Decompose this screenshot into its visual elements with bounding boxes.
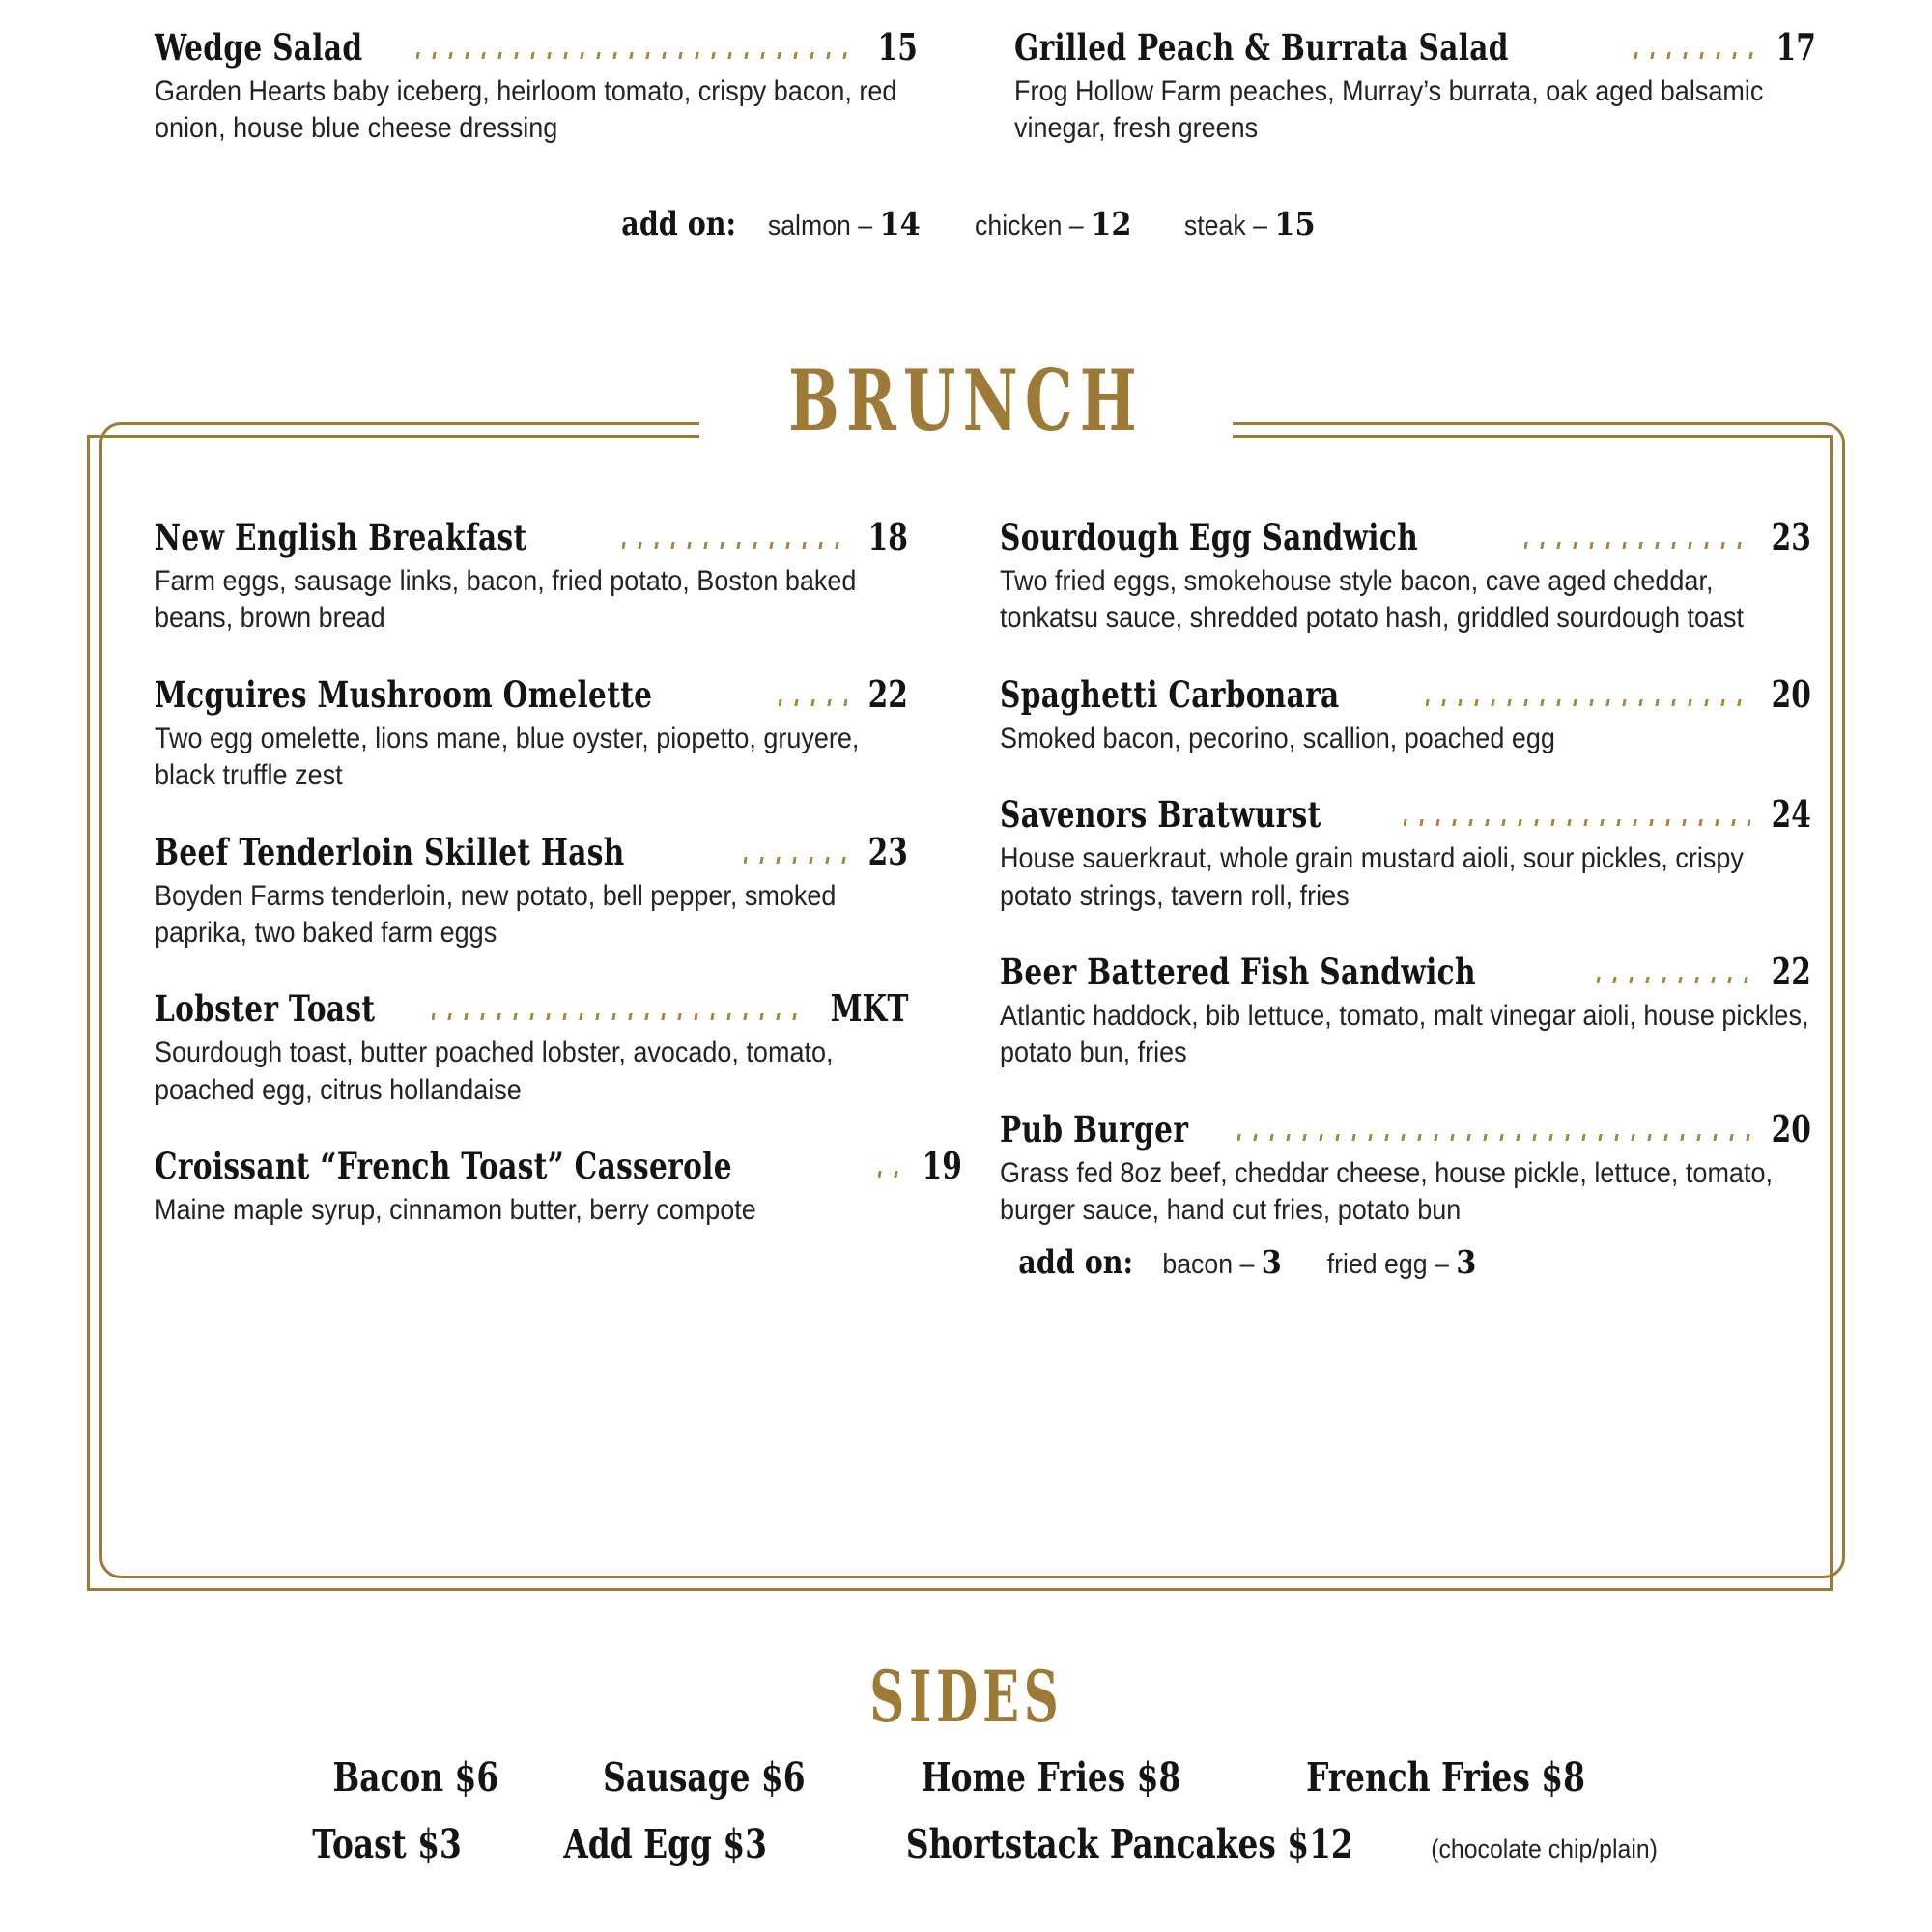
menu-item-name: Wedge Salad [155,26,363,69]
sides-title-text: SIDES [868,1656,1064,1740]
dot-leader [416,52,857,60]
add-on-option-name: bacon – [1162,1248,1255,1280]
menu-item-price: 23 [1771,515,1811,558]
menu-item-header [1014,25,1816,69]
add-on-option [975,205,1131,242]
menu-item-description: Two egg omelette, lions mane, blue oyster, piopetto, gruyere, black truffle zest [155,722,860,792]
dot-leader [1237,1134,1750,1142]
menu-item [155,829,908,952]
menu-item-price: 22 [1771,949,1811,993]
menu-item-name: Mcguires Mushroom Omelette [155,672,653,716]
dot-leader [744,857,847,865]
menu-item-description: Atlantic haddock, bib lettuce, tomato, malt vinegar aioli, house pickles, potato bun, fries [1000,999,1809,1069]
menu-item-header [155,1144,963,1188]
dot-leader [432,1013,798,1021]
menu-item [155,25,918,148]
side-item: French Fries $8 [1305,1754,1585,1801]
menu-item-name: Savenors Bratwurst [1000,793,1321,837]
menu-item-description: Smoked bacon, pecorino, scallion, poached egg [1000,722,1555,754]
add-on-option [768,205,921,242]
sides-section [0,1656,1932,1867]
menu-item [155,671,908,795]
sides-row-2 [0,1821,1932,1867]
add-on-option-price: 3 [1262,1242,1283,1281]
dot-leader [622,542,847,550]
dot-leader [1404,819,1750,827]
menu-item-price: 20 [1771,1106,1811,1151]
menu-item-header [1000,515,1811,558]
dot-leader [1524,542,1750,550]
menu-item [1000,792,1811,915]
add-on-option-price: 15 [1274,205,1316,242]
menu-item-name: Grilled Peach & Burrata Salad [1014,26,1509,69]
add-on-option [1326,1243,1476,1281]
add-on-label: add on: [621,205,737,243]
menu-item-price: MKT [830,986,908,1031]
brunch-title-text: BRUNCH [788,352,1144,451]
menu-item-description: Maine maple syrup, cinnamon butter, berry compote [155,1194,756,1227]
dot-leader [1597,977,1750,984]
menu-item [1000,1106,1811,1282]
side-item: Shortstack Pancakes $12 [906,1821,1354,1867]
menu-item-description: House sauerkraut, whole grain mustard aioli, sour pickles, crispy potato strings, tavern roll, fries [1000,842,1744,912]
menu-item-header [155,829,908,873]
menu-item-name: Beer Battered Fish Sandwich [1000,950,1476,993]
add-on-option-price: 12 [1090,205,1131,242]
salad-add-on-row [0,205,1932,243]
add-on-option-name: fried egg – [1326,1248,1449,1280]
brunch-left-column [155,515,963,1268]
side-item: Bacon $6 [332,1754,499,1801]
add-on-option-price: 14 [879,205,921,242]
menu-item-name: New English Breakfast [155,516,527,558]
add-on-option [1163,1243,1282,1281]
menu-item-price: 15 [877,25,918,69]
brunch-section [87,352,1845,1591]
add-on-label: add on: [1018,1242,1134,1282]
side-item: Add Egg $3 [563,1821,767,1867]
add-on-option-name: chicken – [974,211,1084,242]
menu-item-header [155,986,908,1031]
menu-item-price: 20 [1771,671,1811,716]
menu-item-header [1000,1106,1811,1151]
menu-item-name: Sourdough Egg Sandwich [1000,516,1419,558]
dot-leader [1426,699,1750,707]
side-item: Sausage $6 [603,1754,806,1801]
side-item: Home Fries $8 [921,1754,1181,1801]
menu-item-header [1000,671,1811,716]
add-on-option-name: salmon – [767,211,872,242]
menu-item-description: Farm eggs, sausage links, bacon, fried potato, Boston baked beans, brown bread [155,565,857,635]
menu-item-price: 18 [867,515,908,558]
dot-leader [878,1171,901,1179]
side-item-note: (chocolate chip/plain) [1431,1834,1658,1863]
menu-item-name: Pub Burger [1000,1107,1189,1151]
brunch-section-title [699,352,1233,451]
salads-right-column [1014,25,1816,181]
menu-item-name: Croissant “French Toast” Casserole [155,1145,732,1188]
menu-item [155,515,908,638]
menu-item-header [155,25,918,69]
menu-item-name: Beef Tenderloin Skillet Hash [155,830,625,873]
menu-item-description: Garden Hearts baby iceberg, heirloom tomato, crispy bacon, red onion, house blue cheese dressing [155,75,897,145]
salads-left-column [155,25,918,181]
menu-item-name: Spaghetti Carbonara [1000,672,1340,716]
menu-item [1000,671,1811,757]
menu-item-name: Lobster Toast [155,987,376,1031]
side-item: Toast $3 [312,1821,462,1867]
menu-item-header [1000,949,1811,993]
dot-leader [1634,52,1755,60]
add-on-option [1184,205,1316,242]
menu-item-description: Two fried eggs, smokehouse style bacon, cave aged cheddar, tonkatsu sauce, shredded potato hash, griddled sourdough toast [1000,565,1745,635]
menu-item-description: Sourdough toast, butter poached lobster, avocado, tomato, poached egg, citrus hollandaise [155,1037,834,1106]
menu-item [155,986,908,1109]
menu-item-description: Boyden Farms tenderloin, new potato, bell pepper, smoked paprika, two baked farm eggs [155,879,837,949]
sides-row-1 [0,1754,1932,1801]
dot-leader [779,699,847,707]
menu-item-price: 24 [1771,792,1811,837]
menu-item-header [1000,792,1811,837]
sides-title-wrap [0,1656,1932,1740]
menu-item-price: 19 [922,1144,963,1188]
menu-item-header [155,515,908,558]
menu-item-price: 23 [867,829,908,873]
add-on-option-name: steak – [1183,211,1267,242]
menu-item [1000,949,1811,1072]
brunch-right-column [1000,515,1811,1321]
add-on-option-price: 3 [1455,1242,1476,1281]
menu-item [155,1144,963,1229]
menu-item-description: Grass fed 8oz beef, cheddar cheese, house pickle, lettuce, tomato, burger sauce, hand cut fries, potato bun [1000,1156,1773,1227]
menu-item-description: Frog Hollow Farm peaches, Murray’s burrata, oak aged balsamic vinegar, fresh greens [1014,75,1764,145]
menu-item-price: 22 [867,671,908,716]
menu-item-header [155,671,908,716]
menu-item [1000,515,1811,638]
burger-add-on-row [1008,1243,1811,1282]
menu-item-price: 17 [1776,25,1816,69]
menu-item [1014,25,1816,148]
